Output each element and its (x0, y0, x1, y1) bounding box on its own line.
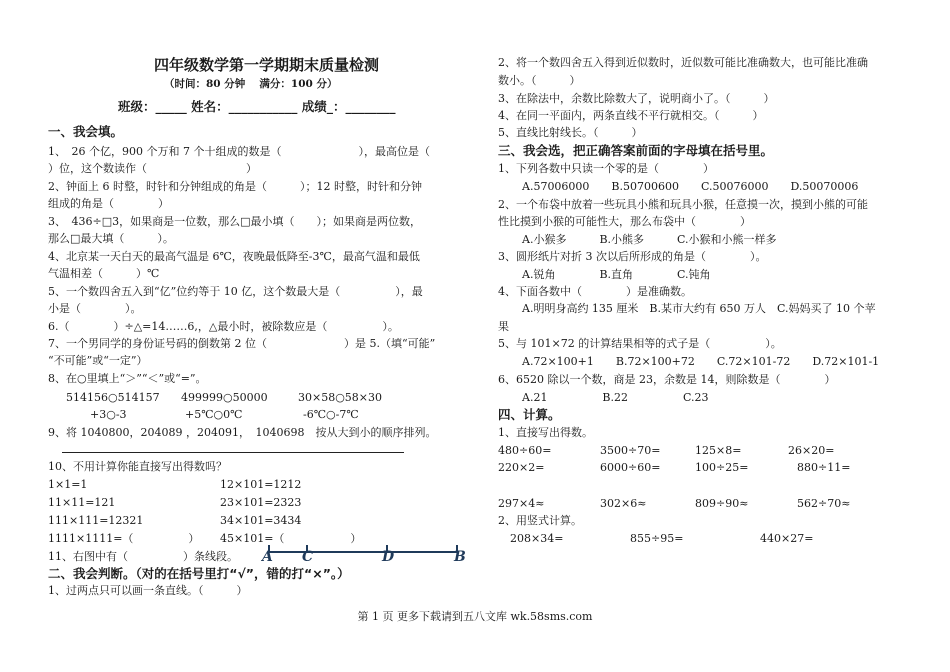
answer-line (62, 452, 404, 453)
question-3-cont: 那么□最大填（ ）。 (48, 232, 174, 245)
pattern-item: 34×101=3434 (220, 514, 302, 527)
choice-1: 1、下列各数中只读一个零的是（ ） (498, 162, 714, 175)
student-info-line: 班级：_____ 姓名：___________ 成绩_：________ (118, 99, 396, 114)
judge-2-cont: 数小。（ ） (498, 74, 581, 87)
question-5: 5、一个数四舍五入到“亿”位约等于 10 亿，这个数最大是（ ），最 (48, 285, 423, 298)
question-3: 3、 436÷□3，如果商是一位数，那么□最小填（ ）；如果商是两位数， (48, 215, 421, 228)
question-6: 6.（ ）÷△=14……6,，△最小时，被除数应是（ ）。 (48, 320, 399, 333)
choice-3-options: A.锐角 B.直角 C.钝角 (522, 268, 711, 281)
calc-item: 480÷60= (498, 444, 552, 457)
point-label-c: C (302, 549, 314, 565)
compare-item: 499999○50000 (181, 391, 268, 404)
calc-item: 562÷70≈ (797, 497, 851, 510)
calc-item: 26×20= (788, 444, 835, 457)
pattern-item: 1×1=1 (48, 478, 88, 491)
question-2: 2、钟面上 6 时整，时针和分钟组成的角是（ ）；12 时整，时针和分钟 (48, 180, 422, 193)
calc-item: 302×6≈ (600, 497, 647, 510)
calc-2-title: 2、用竖式计算。 (498, 514, 582, 527)
question-4: 4、北京某一天白天的最高气温是 6℃，夜晚最低降至-3℃，最高气温和最低 (48, 250, 420, 263)
choice-2: 2、一个布袋中放着一些玩具小熊和玩具小猴，任意摸一次，摸到小熊的可能 (498, 198, 868, 211)
calc-item: 855÷95= (630, 532, 684, 545)
point-label-d: D (382, 549, 395, 565)
calc-item: 3500÷70= (600, 444, 661, 457)
judge-2: 2、将一个数四舍五入得到近似数时，近似数可能比准确数大，也可能比准确 (498, 56, 868, 69)
choice-6: 6、6520 除以一个数，商是 23，余数是 14，则除数是（ ） (498, 373, 836, 386)
judge-1: 1、过两点只可以画一条直线。（ ） (48, 584, 248, 597)
page-footer: 第 1 页 更多下载请到五八文库 wk.58sms.com (357, 610, 593, 623)
judge-5: 5、直线比射线长。（ ） (498, 126, 643, 139)
compare-item: -6℃○-7℃ (303, 408, 359, 421)
calc-item: 220×2= (498, 461, 545, 474)
choice-4-options-cont: 果 (498, 320, 509, 333)
page-title: 四年级数学第一学期期末质量检测 (154, 56, 380, 74)
question-10: 10、不用计算你能直接写出得数吗？ (48, 460, 227, 473)
calc-item: 208×34= (510, 532, 564, 545)
judge-4: 4、在同一平面内，两条直线不平行就相交。（ ） (498, 109, 764, 122)
question-9: 9、将 1040800，204089 ，204091， 1040698 按从大到小的顺序排列。 (48, 426, 437, 439)
question-7: 7、一个男同学的身份证号码的倒数第 2 位（ ）是 5.（填“可能” (48, 337, 436, 350)
choice-2-options: A.小猴多 B.小熊多 C.小猴和小熊一样多 (522, 233, 777, 246)
compare-item: 30×58○58×30 (298, 391, 383, 404)
choice-5-options: A.72×100+1 B.72×100+72 C.72×101-72 D.72×101-1 (522, 355, 880, 368)
question-11: 11、右图中有（ ）条线段。 (48, 550, 238, 563)
choice-6-options: A.21 B.22 C.23 (522, 391, 709, 404)
pattern-item: 23×101=2323 (220, 496, 302, 509)
segment-line (268, 551, 458, 553)
question-1-cont: ）位，这个数读作（ ） (48, 162, 257, 175)
point-label-b: B (454, 549, 466, 565)
calc-item: 6000÷60= (600, 461, 661, 474)
question-4-cont: 气温相差（ ）℃ (48, 267, 160, 280)
pattern-item: 111×111=12321 (48, 514, 144, 527)
point-label-a: A (262, 549, 273, 565)
judge-3: 3、在除法中，余数比除数大了，说明商小了。（ ） (498, 92, 775, 105)
section-3-title: 三、我会选，把正确答案前面的字母填在括号里。 (498, 143, 774, 158)
question-1: 1、 26 个亿，900 个万和 7 个十组成的数是（ ），最高位是（ (48, 145, 430, 158)
choice-4: 4、下面各数中（ ）是准确数。 (498, 285, 692, 298)
question-2-cont: 组成的角是（ ） (48, 197, 169, 210)
question-5-cont: 小是（ ）。 (48, 302, 142, 315)
exam-info: （时间：80 分钟 满分：100 分） (164, 78, 338, 90)
calc-item: 125×8= (695, 444, 742, 457)
choice-5: 5、与 101×72 的计算结果相等的式子是（ ）。 (498, 337, 782, 350)
pattern-item: 1111×1111=（ ） (48, 532, 200, 545)
choice-2-cont: 性比摸到小猴的可能性大，那么布袋中（ ） (498, 215, 751, 228)
question-8: 8、在○里填上“＞”“＜”或“=”。 (48, 372, 207, 385)
calc-item: 100÷25= (695, 461, 749, 474)
compare-item: 514156○514157 (66, 391, 160, 404)
calc-1-title: 1、直接写出得数。 (498, 426, 593, 439)
choice-1-options: A.57006000 B.50700600 C.50076000 D.50070006 (522, 180, 859, 193)
section-4-title: 四、计算。 (498, 407, 561, 422)
pattern-item: 45×101=（ ） (220, 532, 362, 545)
choice-4-options: A.明明身高约 135 厘米 B.某市大约有 650 万人 C.妈妈买了 10 个苹 (522, 302, 876, 315)
calc-item: 297×4≈ (498, 497, 545, 510)
calc-item: 440×27= (760, 532, 814, 545)
section-1-title: 一、我会填。 (48, 124, 124, 139)
pattern-item: 12×101=1212 (220, 478, 302, 491)
section-2-title: 二、我会判断。（对的在括号里打“√”，错的打“×”。） (48, 566, 350, 581)
choice-3: 3、圆形纸片对折 3 次以后所形成的角是（ ）。 (498, 250, 767, 263)
question-7-cont: “不可能”或“一定”） (48, 354, 148, 367)
calc-item: 880÷11= (797, 461, 851, 474)
pattern-item: 11×11=121 (48, 496, 116, 509)
calc-item: 809÷90≈ (695, 497, 749, 510)
compare-item: +5℃○0℃ (185, 408, 243, 421)
compare-item: +3○-3 (90, 408, 127, 421)
